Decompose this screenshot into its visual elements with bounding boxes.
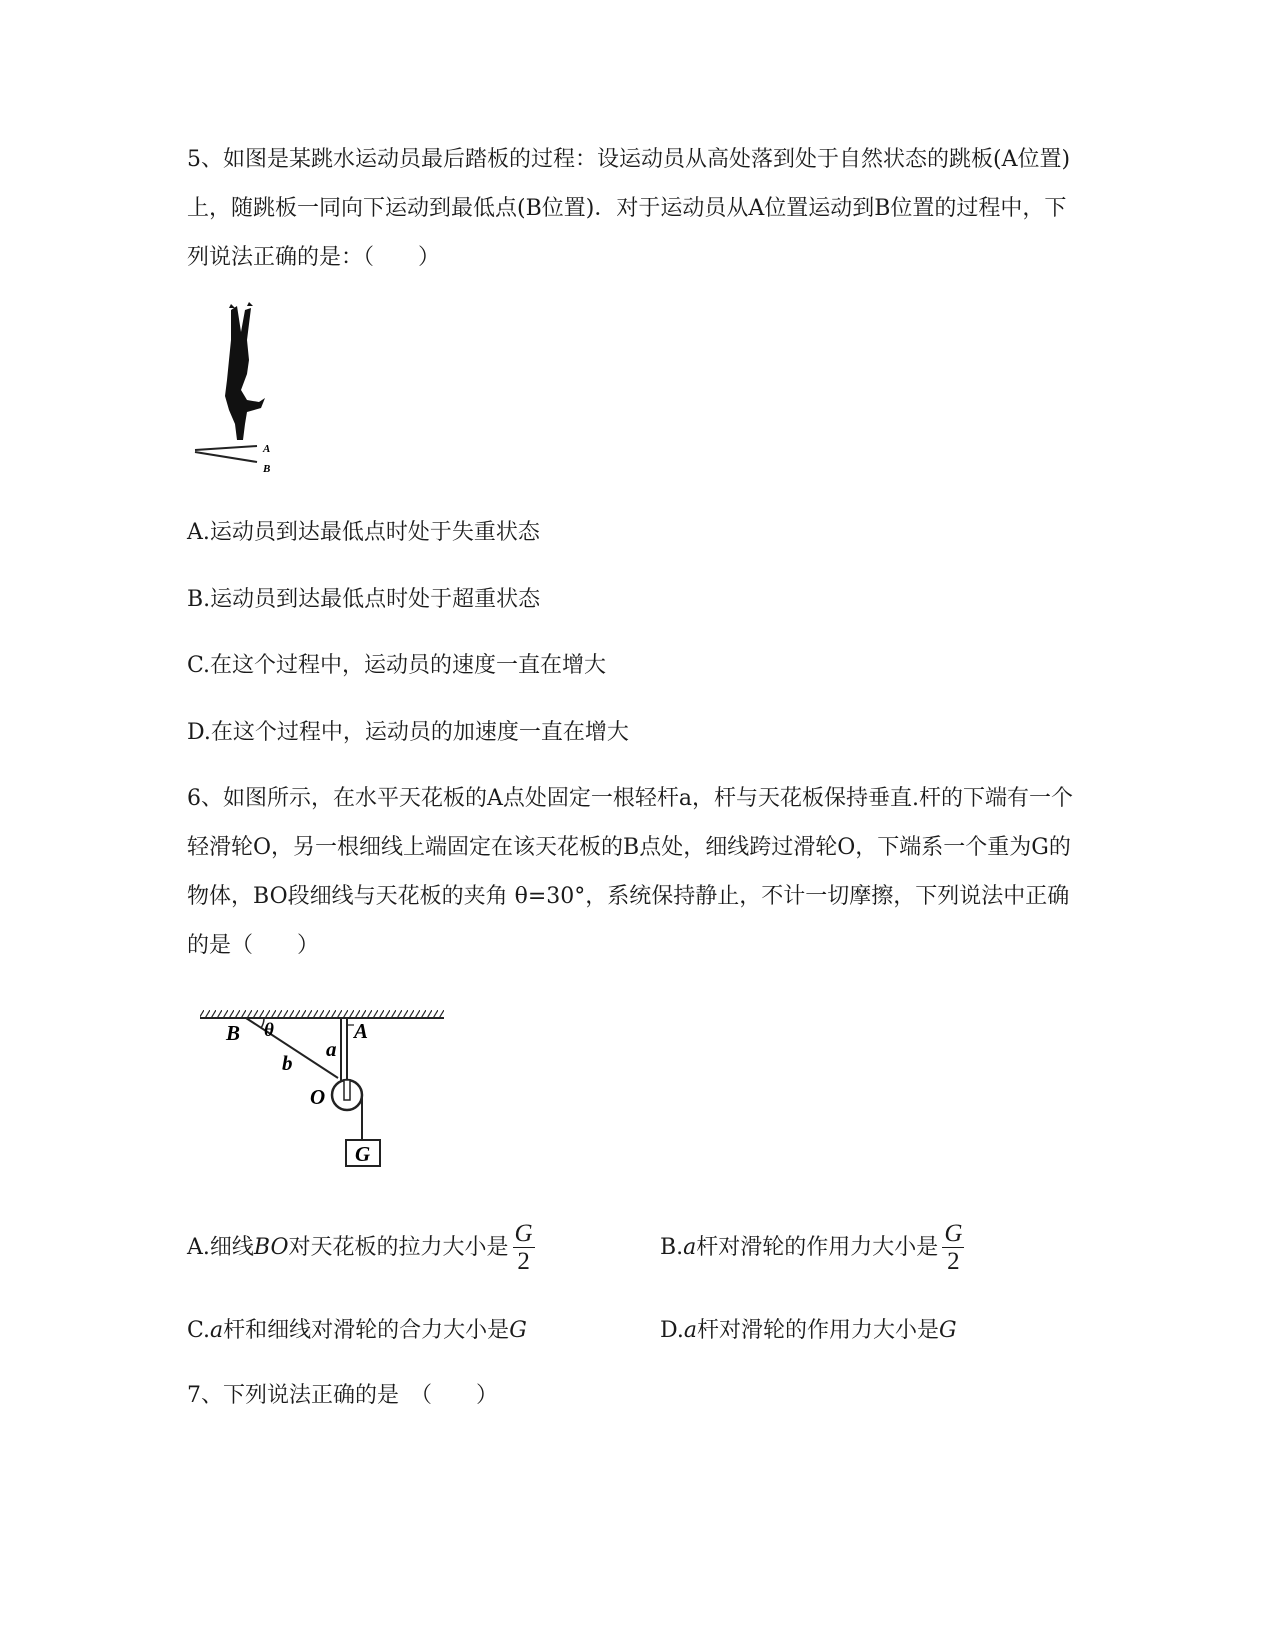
- q6-label-B: B: [226, 1021, 241, 1045]
- q6-label-G: G: [355, 1142, 371, 1166]
- q6-option-a-fraction: $\frac{G}{2}$: [514, 1219, 533, 1275]
- q5-option-a: A.运动员到达最低点时处于失重状态: [187, 520, 540, 545]
- q6-label-theta: θ: [264, 1020, 274, 1041]
- q6-option-a: A.细线BO对天花板的拉力大小是 $\frac{G}{2}$: [187, 1219, 533, 1275]
- q5-option-d: D.在这个过程中，运动员的加速度一直在增大: [187, 720, 629, 745]
- q6-option-c: C.a杆和细线对滑轮的合力大小是G: [187, 1318, 527, 1343]
- q6-label-b: b: [282, 1051, 293, 1075]
- q6-option-d: D.a杆对滑轮的作用力大小是G: [660, 1318, 957, 1343]
- q6-label-O: O: [310, 1085, 326, 1109]
- q5-label-b: B: [263, 463, 271, 475]
- q5-option-c: C.在这个过程中，运动员的速度一直在增大: [187, 653, 607, 678]
- q5-label-a: A: [263, 443, 271, 455]
- q6-stem: 6、如图所示，在水平天花板的A点处固定一根轻杆a，杆与天花板保持垂直.杆的下端有一个轻滑轮O，另一根细线上端固定在该天花板的B点处，细线跨过滑轮O，下端系一个重为G的物体，BO段细线与天花板的夹角 θ=30°，系统保持静止，不计一切摩擦，下列说法中正确的是（ ）: [187, 786, 1073, 958]
- q6-option-b: B.a杆对滑轮的作用力大小是 $\frac{G}{2}$: [660, 1219, 963, 1275]
- q7-stem: 7、下列说法正确的是 （ ）: [187, 1383, 498, 1408]
- q5-option-b: B.运动员到达最低点时处于超重状态: [187, 587, 541, 612]
- q6-label-A: A: [354, 1019, 369, 1043]
- q6-label-a: a: [326, 1037, 337, 1061]
- q5-diver-figure: [185, 300, 295, 480]
- q6-option-b-fraction: $\frac{G}{2}$: [944, 1219, 963, 1275]
- q5-stem: 5、如图是某跳水运动员最后踏板的过程：设运动员从高处落到处于自然状态的跳板(A位置)上，随跳板一同向下运动到最低点(B位置)．对于运动员从A位置运动到B位置的过程中，下列说法正确的是：（ ）: [187, 147, 1071, 270]
- q6-pulley-figure: [198, 1000, 458, 1180]
